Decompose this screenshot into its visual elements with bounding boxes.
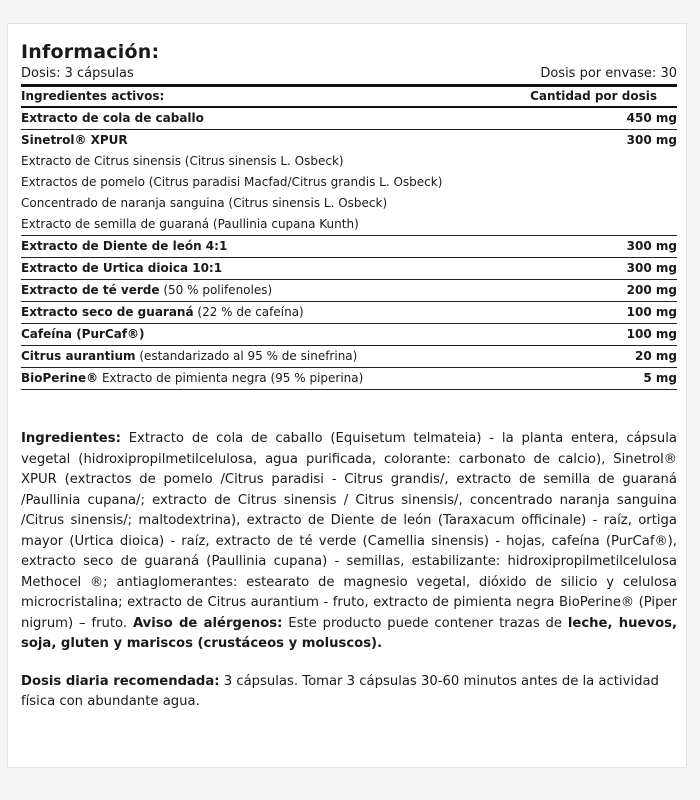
ingredient-amount: 100 mg — [626, 327, 677, 341]
ingredient-name: Extracto de semilla de guaraná (Paullinia cupana Kunth) — [21, 217, 359, 231]
daily-dose-label: Dosis diaria recomendada: — [21, 673, 220, 689]
ingredient-name: Extracto de Diente de león 4:1 — [21, 239, 228, 253]
table-subrow — [21, 193, 677, 214]
table-row — [21, 130, 677, 151]
table-row — [21, 258, 677, 279]
table-subrow — [21, 172, 677, 193]
serving-size: Dosis: 3 cápsulas — [21, 66, 134, 81]
table-group — [21, 258, 677, 280]
ingredient-name: BioPerine® — [21, 371, 99, 385]
header-ingredients: Ingredientes activos: — [21, 89, 165, 103]
allergen-list: leche, huevos, soja, gluten y mariscos (crustáceos y moluscos). — [21, 615, 677, 651]
table-row — [21, 280, 677, 301]
ingredient-name: Extractos de pomelo (Citrus paradisi Macfad/Citrus grandis L. Osbeck) — [21, 175, 443, 189]
table-subrow — [21, 151, 677, 172]
allergen-label: Aviso de alérgenos: — [132, 615, 283, 631]
supplement-info-panel — [7, 23, 687, 768]
allergen-text: Este producto puede contener trazas de — [282, 615, 568, 631]
ingredient-amount: 300 mg — [626, 261, 677, 275]
ingredient-amount: 300 mg — [626, 133, 677, 147]
table-group — [21, 368, 677, 390]
daily-dose-text: 3 cápsulas. Tomar 3 cápsulas 30-60 minutos antes de la actividad física con abundante agua. — [21, 673, 659, 709]
info-title: Información: — [21, 41, 160, 63]
ingredients-label: Ingredientes: — [21, 431, 121, 446]
ingredient-name: Extracto de té verde — [21, 283, 160, 297]
table-group — [21, 130, 677, 236]
ingredient-name: Sinetrol® XPUR — [21, 133, 128, 147]
ingredient-label — [21, 346, 357, 367]
table-row — [21, 324, 677, 345]
ingredient-note: (22 % de cafeína) — [193, 305, 304, 319]
daily-dose-paragraph — [21, 672, 677, 713]
table-header — [21, 87, 677, 108]
ingredient-amount: 5 mg — [643, 371, 677, 385]
table-group — [21, 108, 677, 130]
supplement-facts — [21, 40, 677, 390]
ingredient-name: Extracto de cola de caballo — [21, 111, 204, 125]
ingredient-note: (50 % polifenoles) — [159, 283, 273, 297]
ingredient-name: Extracto de Urtica dioica 10:1 — [21, 261, 223, 275]
table-group — [21, 324, 677, 346]
ingredient-amount: 200 mg — [626, 283, 677, 297]
table-subrow — [21, 214, 677, 235]
ingredient-label — [21, 280, 272, 301]
table-row — [21, 302, 677, 323]
header-amount: Cantidad por dosis — [530, 89, 657, 103]
table-row — [21, 108, 677, 129]
ingredient-amount: 450 mg — [626, 111, 677, 125]
table-group — [21, 302, 677, 324]
ingredient-note: Extracto de pimienta negra (95 % piperina) — [98, 371, 364, 385]
table-row — [21, 346, 677, 367]
ingredients-paragraph — [21, 429, 677, 655]
ingredient-name: Citrus aurantium — [21, 349, 136, 363]
table-group — [21, 280, 677, 302]
table-group — [21, 346, 677, 368]
table-row — [21, 236, 677, 257]
ingredient-name: Concentrado de naranja sanguina (Citrus sinensis L. Osbeck) — [21, 196, 388, 210]
ingredient-name: Extracto seco de guaraná — [21, 305, 194, 319]
ingredients-text: Extracto de cola de caballo (Equisetum telmateia) - la planta entera, cápsula vegetal (hidroxipropilmetilcelulosa, agua purificada, colorante: carbonato de calcio), Sinetrol® XPUR (extractos de pomelo /Citrus paradisi - Citrus grandis/, extracto de semilla de guaraná /Paullinia cupana/; extracto de Citrus sinensis / Citrus sinensis/, concentrado naranja sanguina /Citrus sinensis/; maltodextrina), extracto de Diente de león (Taraxacum officinale) - raíz, ortiga mayor (Urtica dioica) - raíz, extracto de té verde (Camellia sinensis) - hojas, cafeína (PurCaf®), extracto seco de guaraná (Paullinia cupana) - semillas, estabilizante: hidroxipropilmetilcelulosa Methocel ®; antiaglomerantes: estearato de magnesio vegetal, dióxido de silicio y celulosa microcristalina; extracto de Citrus aurantium - fruto, extracto de pimienta negra BioPerine® (Piper nigrum) – fruto. — [21, 431, 677, 631]
ingredient-amount: 20 mg — [635, 349, 677, 363]
table-group — [21, 236, 677, 258]
ingredient-name: Cafeína (PurCaf®) — [21, 327, 145, 341]
ingredient-label — [21, 368, 363, 389]
ingredient-name: Extracto de Citrus sinensis (Citrus sinensis L. Osbeck) — [21, 154, 344, 168]
ingredient-label — [21, 302, 304, 323]
table-row — [21, 368, 677, 389]
ingredient-amount: 100 mg — [626, 305, 677, 319]
servings-per-container: Dosis por envase: 30 — [540, 66, 677, 81]
ingredient-amount: 300 mg — [626, 239, 677, 253]
ingredient-note: (estandarizado al 95 % de sinefrina) — [135, 349, 358, 363]
label-text — [21, 429, 677, 713]
dose-row — [21, 64, 677, 87]
